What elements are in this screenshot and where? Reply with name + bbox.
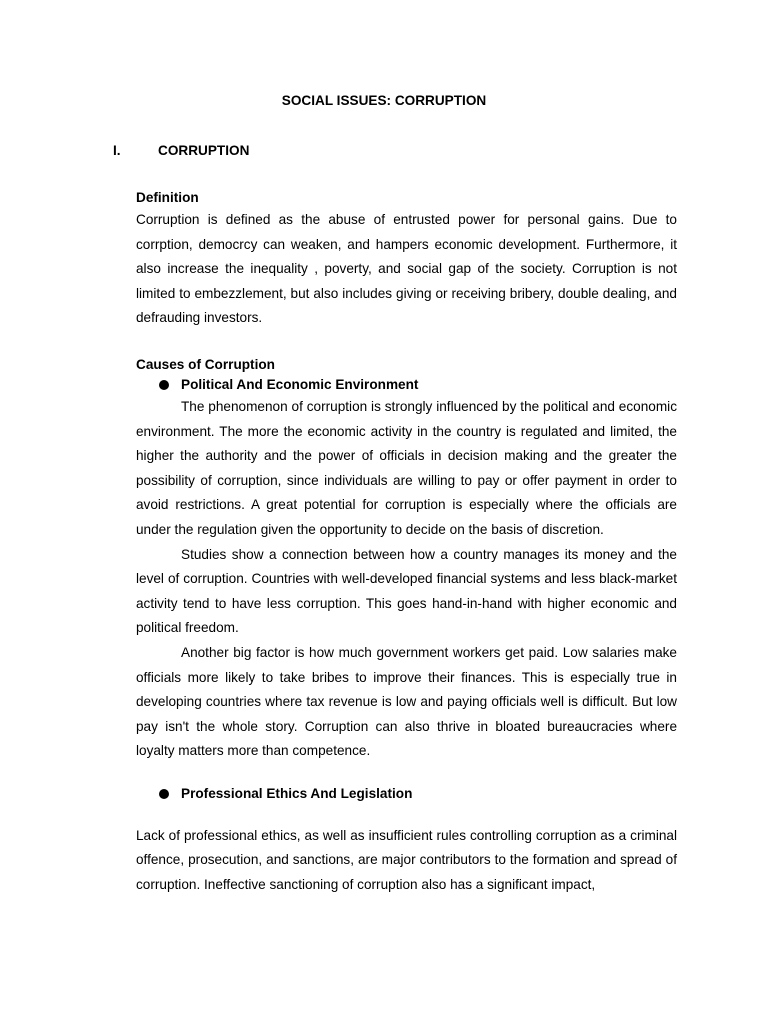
definition-paragraph: Corruption is defined as the abuse of entrusted power for personal gains. Due to corrption, democrcy can weaken, and hampers economic development. Furthermore, it also increase the inequality , poverty, and social gap of the society. Corruption is not limited to embezzlement, but also includes giving or receiving bribery, double dealing, and defrauding investors. [136,212,677,326]
paragraph: The phenomenon of corruption is strongly influenced by the political and economic environment. The more the economic activity in the country is regulated and limited, the higher the authority and the power of officials in decision making and the greater the possibility of corruption, since individuals are willing to pay or offer payment in order to avoid restrictions. A great potential for corruption is especially where the officials are under the regulation given the opportunity to decide on the basis of discretion. [136,398,677,537]
document-title: SOCIAL ISSUES: CORRUPTION [281,93,487,108]
section-title: CORRUPTION [158,143,250,158]
spacer [136,804,677,824]
bullet-professional-ethics [136,784,677,804]
causes-heading: Causes of Corruption [136,356,275,372]
spacer [136,764,677,784]
document-body [136,188,677,898]
definition-heading: Definition [136,190,199,205]
bullet-label: Political And Economic Environment [181,376,419,392]
paragraph: Studies show a connection between how a country manages its money and the level of corruption. Countries with well-developed financial systems and less black-market activity tend to have less corruption. This goes hand-in-hand with higher economic and political freedom. [136,546,677,636]
bullet-icon [159,789,169,799]
section-number: I. [113,143,121,158]
spacer [136,331,677,355]
bullet-political-economic [136,375,677,395]
paragraph: Another big factor is how much government workers get paid. Low salaries make officials more likely to take bribes to improve their finances. This is especially true in developing countries where tax revenue is low and paying officials well is difficult. But low pay isn't the whole story. Corruption can also thrive in bloated bureaucracies where loyalty matters more than competence. [136,644,677,759]
section-heading [113,142,249,160]
paragraph: Lack of professional ethics, as well as insufficient rules controlling corruption as a criminal offence, prosecution, and sanctions, are major contributors to the formation and spread of corruption. Ineffective sanctioning of corruption also has a significant impact, [136,827,677,893]
bullet-icon [159,380,169,390]
bullet-label: Professional Ethics And Legislation [181,785,413,801]
